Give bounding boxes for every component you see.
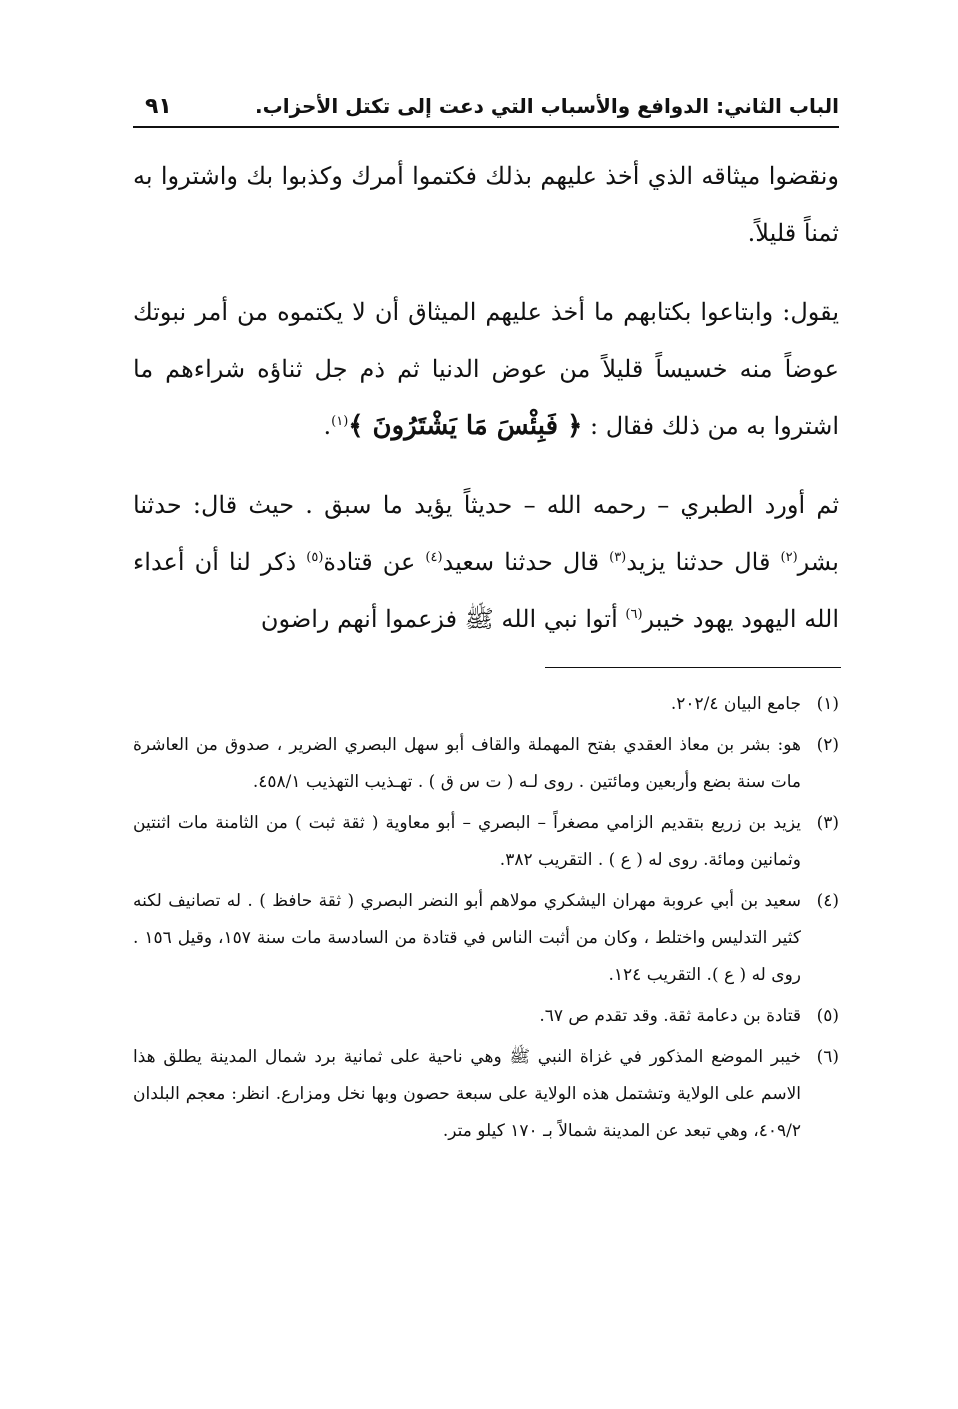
page-number: ٩١ bbox=[145, 94, 172, 119]
footnote-text: يزيد بن زريع بتقديم الزامي مصغراً – البصري – أبو معاوية ( ثقة ثبت ) من الثامنة مات اثنتين وثمانين ومائة. روى له ( ع ) . التقريب ٣٨٢. bbox=[133, 813, 801, 870]
footnote-5 bbox=[133, 998, 839, 1035]
footnote-ref-1: (١) bbox=[331, 414, 349, 429]
footnote-ref-4: (٤) bbox=[425, 550, 443, 565]
running-header bbox=[133, 92, 839, 128]
chapter-title: الباب الثاني: الدوافع والأسباب التي دعت إلى تكتل الأحزاب. bbox=[255, 94, 839, 118]
p3-part-c: قال حدثنا سعيد bbox=[442, 548, 610, 576]
footnote-2 bbox=[133, 727, 839, 801]
p3-part-a: ثم أورد الطبري – رحمه الله – حديثاً يؤيد ما سبق . حيث قال: حدثنا بشر bbox=[133, 491, 839, 576]
footnote-text: خيبر الموضع المذكور في غزاة النبي ﷺ وهي ناحية على ثمانية برد شمال المدينة يطلق هذا الاسم على الولاية وتشتمل هذه الولاية على سبعة حصون وبها نخل ومزارع. انظر: معجم البلدان ٤٠٩/٢، وهي تبعد عن المدينة شمالاً بـ ١٧٠ كيلو متر. bbox=[133, 1047, 801, 1141]
footnote-separator bbox=[545, 667, 841, 668]
footnote-number: (١) bbox=[816, 694, 839, 714]
footnote-text: هو: بشر بن معاذ العقدي بفتح المهملة والقاف أبو سهل البصري الضرير ، صدوق من العاشرة مات سنة بضع وأربعين ومائتين . روى لـه ( ت س ق ) . تهـذيب التهذيب ٤٥٨/١. bbox=[133, 735, 801, 792]
p3-part-f: أتوا نبي الله ﷺ فزعموا أنهم راضون bbox=[260, 605, 626, 633]
footnote-ref-6: (٦) bbox=[625, 607, 643, 622]
footnote-ref-5: (٥) bbox=[306, 550, 324, 565]
footnotes bbox=[133, 686, 839, 1154]
footnote-1 bbox=[133, 686, 839, 723]
footnote-text: جامع البيان ٢٠٢/٤. bbox=[670, 694, 801, 714]
footnote-text: قتادة بن دعامة ثقة. وقد تقدم ص ٦٧. bbox=[539, 1006, 801, 1026]
paragraph-2-text: يقول: وابتاعوا بكتابهم ما أخذ عليهم الميثاق أن لا يكتموه من أمر نبوتك عوضاً منه خسيساً قليلاً من عوض الدنيا ثم ذم جل ثناؤه شراءهم ما اشتروا به من ذلك فقال : bbox=[133, 298, 839, 440]
quran-verse: ﴿ فَبِئْسَ مَا يَشْتَرُونَ ﴾ bbox=[348, 411, 583, 441]
footnote-number: (٤) bbox=[816, 891, 839, 911]
footnote-ref-2: (٢) bbox=[780, 550, 798, 565]
footnote-number: (٦) bbox=[816, 1047, 839, 1067]
footnote-number: (٥) bbox=[816, 1006, 839, 1026]
p3-part-d: عن قتادة bbox=[323, 548, 426, 576]
footnote-text: سعيد بن أبي عروبة مهران اليشكري مولاهم أبو النضر البصري ( ثقة حافظ ) . له تصانيف لكنه كثير التدليس واختلط ، وكان من أثبت الناس في قتادة من السادسة مات سنة ١٥٧، وقيل ١٥٦ . روى له ( ع ). التقريب ١٢٤. bbox=[133, 891, 801, 985]
footnote-ref-3: (٣) bbox=[609, 550, 627, 565]
paragraph-2 bbox=[133, 284, 839, 455]
paragraph-1: ونقضوا ميثاقه الذي أخذ عليهم بذلك فكتموا أمرك وكذبوا بك واشتروا به ثمناً قليلاً. bbox=[133, 162, 839, 247]
paragraph-3 bbox=[133, 477, 839, 648]
footnote-4 bbox=[133, 883, 839, 994]
p3-part-e: ذكر لنا أن أعداء الله اليهود يهود خيبر bbox=[133, 548, 839, 633]
paragraph-2-end: . bbox=[323, 412, 332, 440]
p3-part-b: قال حدثنا يزيد bbox=[626, 548, 781, 576]
main-text bbox=[133, 148, 839, 648]
footnote-6 bbox=[133, 1039, 839, 1150]
footnote-3 bbox=[133, 805, 839, 879]
footnote-number: (٣) bbox=[816, 813, 839, 833]
footnote-number: (٢) bbox=[816, 735, 839, 755]
